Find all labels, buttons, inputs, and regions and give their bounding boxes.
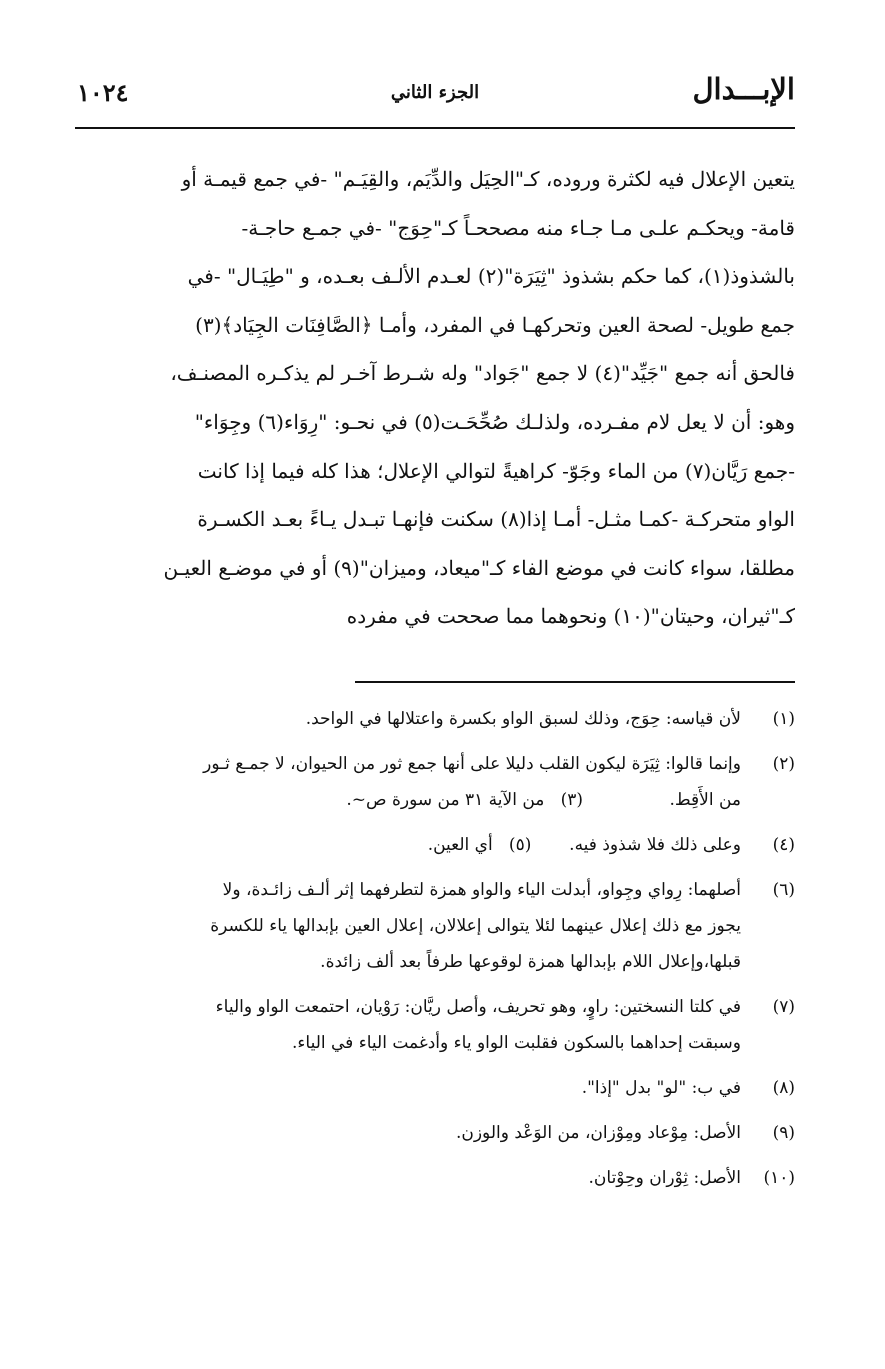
book-page (75, 68, 795, 1196)
footnote-number: (٢) (772, 753, 795, 774)
footnote-text: في ب: "لو" بدل "إذا". (581, 1077, 741, 1098)
page-header (75, 68, 795, 118)
footnote-number: (٦) (772, 879, 795, 900)
footnote-text: وإنما قالوا: ثِيَرَة ليكون القلب دليلا على أنها جمع ثور من الحيوان، لا جمـع ثـور (203, 753, 741, 774)
footnote-number: (٩) (772, 1122, 795, 1143)
chapter-title: الإبـــدال (692, 72, 795, 106)
text-line: مطلقا، سواء كانت في موضع الفاء كـ"ميعاد، وميزان"(٩) أو في موضـع العيـن (163, 555, 795, 580)
text-line: قامة- ويحكـم علـى مـا جـاء منه مصححـاً كـ"حِوَج" -في جمـع حاجـة- (241, 215, 795, 240)
footnote-text: لأن قياسه: حِوَج، وذلك لسبق الواو بكسرة واعتلالها في الواحد. (305, 708, 741, 729)
footnote-text: وسبقت إحداهما بالسكون فقلبت الواو ياء وأدغمت الياء في الياء. (292, 1032, 741, 1053)
main-text (75, 155, 795, 641)
text-line: فالحق أنه جمع "جَيِّد"(٤) لا جمع "جَواد" وله شـرط آخـر لم يذكـره المصنـف، (170, 361, 795, 386)
footnote (75, 746, 795, 818)
part-label: الجزء الثاني (390, 82, 480, 103)
footnote (75, 1115, 795, 1151)
text-line: -جمع رَيَّان(٧) من الماء وجَوّ- كراهيةً لتوالي الإعلال؛ هذا كله فيما إذا كانت (197, 458, 795, 483)
footnote-number: (٨) (772, 1077, 795, 1098)
footnote-text: من الأَقِط. (٣) من الآية ٣١ من سورة ص~. (346, 789, 741, 810)
footnote-text: أصلهما: رِواي وجِواو، أبدلت الياء والواو همزة لتطرفهما إثر ألـف زائـدة، ولا (222, 879, 741, 900)
footnote-text: يجوز مع ذلك إعلال عينهما لئلا يتوالى إعلالان، إعلال العين بإبدالها ياء للكسرة (210, 915, 741, 936)
footnote-text: الأصل: ثِوْران وحِوْتان. (588, 1167, 741, 1188)
header-rule (75, 127, 795, 129)
text-line: جمع طويل- لصحة العين وتحركهـا في المفرد، وأمـا ﴿الصَّافِنَات الجِيَاد﴾(٣) (195, 312, 795, 337)
footnote (75, 989, 795, 1061)
footnote-text: قبلها،وإعلال اللام بإبدالها همزة لوقوعها طرفاً بعد ألف زائدة. (320, 951, 741, 972)
footnote-separator (355, 681, 795, 683)
footnote-number: (٧) (772, 996, 795, 1017)
text-line: الواو متحركـة -كمـا مثـل- أمـا إذا(٨) سكنت فإنهـا تبـدل يـاءً بعـد الكسـرة (197, 507, 795, 532)
footnote (75, 827, 795, 863)
text-line: بالشذوذ(١)، كما حكم بشذوذ "ثِيَرَة"(٢) لعـدم الألـف بعـده، و "طِيَـال" -في (187, 264, 795, 289)
footnote-number: (٤) (772, 834, 795, 855)
footnote (75, 872, 795, 980)
footnote-number: (١٠) (763, 1167, 795, 1188)
footnote (75, 1070, 795, 1106)
footnote-text: في كلتا النسختين: راوٍ، وهو تحريف، وأصل ريَّان: رَوْيان، احتمعت الواو والياء (215, 996, 741, 1017)
footnotes (75, 701, 795, 1196)
footnote (75, 701, 795, 737)
footnote-text: وعلى ذلك فلا شذوذ فيه. (٥) أي العين. (427, 834, 741, 855)
footnote-number: (١) (772, 708, 795, 729)
text-line: وهو: أن لا يعل لام مفـرده، ولذلـك صُحِّحَـت(٥) في نحـو: "رِوَاء(٦) وجِوَاء" (194, 409, 795, 434)
page-number: ١٠٢٤ (77, 78, 129, 107)
footnote-text: الأصل: مِوْعاد ومِوْزان، من الوَعْد والوزن. (455, 1122, 741, 1143)
footnote (75, 1160, 795, 1196)
text-line: كـ"ثيران، وحيتان"(١٠) ونحوهما مما صححت في مفرده (346, 604, 795, 629)
text-line: يتعين الإعلال فيه لكثرة وروده، كـ"الحِيَل والدِّيَم، والقِيَـم" -في جمع قيمـة أو (181, 167, 795, 191)
